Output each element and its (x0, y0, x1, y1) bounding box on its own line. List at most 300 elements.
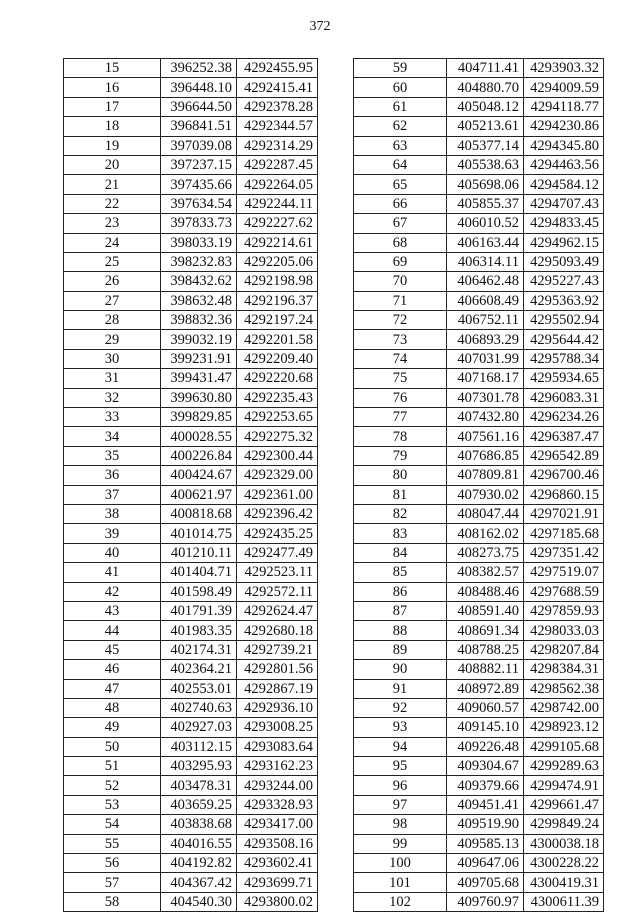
y-coordinate-cell: 4293008.25 (237, 718, 318, 737)
point-number-cell: 49 (64, 718, 161, 737)
x-coordinate-cell: 408788.25 (447, 640, 524, 659)
x-coordinate-cell: 403659.25 (161, 795, 237, 814)
table-row (354, 117, 604, 136)
point-number-cell: 23 (64, 214, 161, 233)
y-coordinate-cell: 4292396.42 (237, 504, 318, 523)
point-number-cell: 16 (64, 78, 161, 97)
coordinates-table-left-body (64, 59, 318, 912)
x-coordinate-cell: 404367.42 (161, 873, 237, 892)
table-row (354, 388, 604, 407)
table-row (64, 621, 318, 640)
point-number-cell: 40 (64, 543, 161, 562)
point-number-cell: 52 (64, 776, 161, 795)
point-number-cell: 85 (354, 563, 447, 582)
table-row (64, 194, 318, 213)
y-coordinate-cell: 4297519.07 (524, 563, 604, 582)
y-coordinate-cell: 4292235.43 (237, 388, 318, 407)
x-coordinate-cell: 408273.75 (447, 543, 524, 562)
y-coordinate-cell: 4298742.00 (524, 698, 604, 717)
table-row (354, 427, 604, 446)
x-coordinate-cell: 403112.15 (161, 737, 237, 756)
point-number-cell: 71 (354, 291, 447, 310)
x-coordinate-cell: 406893.29 (447, 330, 524, 349)
y-coordinate-cell: 4298033.03 (524, 621, 604, 640)
point-number-cell: 27 (64, 291, 161, 310)
x-coordinate-cell: 405538.63 (447, 155, 524, 174)
table-row (354, 757, 604, 776)
table-row (64, 582, 318, 601)
table-row (64, 59, 318, 78)
table-row (354, 660, 604, 679)
y-coordinate-cell: 4297859.93 (524, 601, 604, 620)
table-row (64, 117, 318, 136)
y-coordinate-cell: 4292227.62 (237, 214, 318, 233)
table-row (354, 155, 604, 174)
y-coordinate-cell: 4293903.32 (524, 59, 604, 78)
table-row (354, 873, 604, 892)
table-row (354, 311, 604, 330)
y-coordinate-cell: 4292455.95 (237, 59, 318, 78)
y-coordinate-cell: 4294009.59 (524, 78, 604, 97)
y-coordinate-cell: 4294962.15 (524, 233, 604, 252)
point-number-cell: 35 (64, 446, 161, 465)
y-coordinate-cell: 4292344.57 (237, 117, 318, 136)
point-number-cell: 42 (64, 582, 161, 601)
point-number-cell: 50 (64, 737, 161, 756)
point-number-cell: 86 (354, 582, 447, 601)
x-coordinate-cell: 397237.15 (161, 155, 237, 174)
point-number-cell: 100 (354, 854, 447, 873)
table-row (354, 330, 604, 349)
coordinates-table-right-body (354, 59, 604, 912)
x-coordinate-cell: 397833.73 (161, 214, 237, 233)
y-coordinate-cell: 4298562.38 (524, 679, 604, 698)
table-row (64, 679, 318, 698)
table-row (64, 466, 318, 485)
x-coordinate-cell: 406010.52 (447, 214, 524, 233)
table-row (354, 78, 604, 97)
x-coordinate-cell: 399829.85 (161, 408, 237, 427)
point-number-cell: 90 (354, 660, 447, 679)
y-coordinate-cell: 4292300.44 (237, 446, 318, 465)
table-row (64, 155, 318, 174)
x-coordinate-cell: 409145.10 (447, 718, 524, 737)
point-number-cell: 22 (64, 194, 161, 213)
table-row (354, 252, 604, 271)
y-coordinate-cell: 4294118.77 (524, 97, 604, 116)
table-row (64, 427, 318, 446)
table-row (354, 582, 604, 601)
point-number-cell: 88 (354, 621, 447, 640)
y-coordinate-cell: 4292867.19 (237, 679, 318, 698)
x-coordinate-cell: 397435.66 (161, 175, 237, 194)
point-number-cell: 82 (354, 504, 447, 523)
y-coordinate-cell: 4295644.42 (524, 330, 604, 349)
y-coordinate-cell: 4292220.68 (237, 369, 318, 388)
point-number-cell: 26 (64, 272, 161, 291)
table-row (64, 136, 318, 155)
table-row (354, 892, 604, 911)
x-coordinate-cell: 403478.31 (161, 776, 237, 795)
y-coordinate-cell: 4293508.16 (237, 834, 318, 853)
point-number-cell: 68 (354, 233, 447, 252)
point-number-cell: 29 (64, 330, 161, 349)
y-coordinate-cell: 4295934.65 (524, 369, 604, 388)
table-row (64, 543, 318, 562)
page-number: 372 (309, 19, 331, 34)
table-row (354, 737, 604, 756)
point-number-cell: 19 (64, 136, 161, 155)
y-coordinate-cell: 4299849.24 (524, 815, 604, 834)
y-coordinate-cell: 4292477.49 (237, 543, 318, 562)
x-coordinate-cell: 399431.47 (161, 369, 237, 388)
table-row (64, 795, 318, 814)
x-coordinate-cell: 401014.75 (161, 524, 237, 543)
y-coordinate-cell: 4292329.00 (237, 466, 318, 485)
point-number-cell: 101 (354, 873, 447, 892)
y-coordinate-cell: 4292198.98 (237, 272, 318, 291)
x-coordinate-cell: 400028.55 (161, 427, 237, 446)
y-coordinate-cell: 4295227.43 (524, 272, 604, 291)
y-coordinate-cell: 4299661.47 (524, 795, 604, 814)
y-coordinate-cell: 4297351.42 (524, 543, 604, 562)
y-coordinate-cell: 4293083.64 (237, 737, 318, 756)
table-row (354, 408, 604, 427)
table-row (354, 369, 604, 388)
y-coordinate-cell: 4292197.24 (237, 311, 318, 330)
point-number-cell: 55 (64, 834, 161, 853)
x-coordinate-cell: 401404.71 (161, 563, 237, 582)
table-row (64, 504, 318, 523)
y-coordinate-cell: 4296860.15 (524, 485, 604, 504)
y-coordinate-cell: 4292314.29 (237, 136, 318, 155)
table-row (64, 834, 318, 853)
table-row (64, 388, 318, 407)
point-number-cell: 25 (64, 252, 161, 271)
x-coordinate-cell: 408691.34 (447, 621, 524, 640)
point-number-cell: 57 (64, 873, 161, 892)
x-coordinate-cell: 401598.49 (161, 582, 237, 601)
y-coordinate-cell: 4292572.11 (237, 582, 318, 601)
point-number-cell: 28 (64, 311, 161, 330)
x-coordinate-cell: 405048.12 (447, 97, 524, 116)
point-number-cell: 84 (354, 543, 447, 562)
x-coordinate-cell: 402553.01 (161, 679, 237, 698)
point-number-cell: 70 (354, 272, 447, 291)
y-coordinate-cell: 4295502.94 (524, 311, 604, 330)
y-coordinate-cell: 4292287.45 (237, 155, 318, 174)
x-coordinate-cell: 409760.97 (447, 892, 524, 911)
y-coordinate-cell: 4292275.32 (237, 427, 318, 446)
x-coordinate-cell: 408882.11 (447, 660, 524, 679)
table-row (64, 524, 318, 543)
x-coordinate-cell: 397039.08 (161, 136, 237, 155)
y-coordinate-cell: 4294230.86 (524, 117, 604, 136)
x-coordinate-cell: 402740.63 (161, 698, 237, 717)
x-coordinate-cell: 407561.16 (447, 427, 524, 446)
table-row (64, 369, 318, 388)
table-row (354, 233, 604, 252)
point-number-cell: 36 (64, 466, 161, 485)
table-row (64, 757, 318, 776)
table-row (64, 698, 318, 717)
y-coordinate-cell: 4292209.40 (237, 349, 318, 368)
point-number-cell: 67 (354, 214, 447, 233)
point-number-cell: 17 (64, 97, 161, 116)
point-number-cell: 87 (354, 601, 447, 620)
y-coordinate-cell: 4292739.21 (237, 640, 318, 659)
table-row (64, 737, 318, 756)
y-coordinate-cell: 4295093.49 (524, 252, 604, 271)
y-coordinate-cell: 4292378.28 (237, 97, 318, 116)
point-number-cell: 53 (64, 795, 161, 814)
point-number-cell: 76 (354, 388, 447, 407)
y-coordinate-cell: 4292201.58 (237, 330, 318, 349)
point-number-cell: 30 (64, 349, 161, 368)
y-coordinate-cell: 4299105.68 (524, 737, 604, 756)
table-row (64, 815, 318, 834)
table-row (354, 679, 604, 698)
x-coordinate-cell: 404016.55 (161, 834, 237, 853)
point-number-cell: 97 (354, 795, 447, 814)
table-row (354, 776, 604, 795)
y-coordinate-cell: 4294584.12 (524, 175, 604, 194)
x-coordinate-cell: 402174.31 (161, 640, 237, 659)
table-row (354, 524, 604, 543)
point-number-cell: 95 (354, 757, 447, 776)
x-coordinate-cell: 402364.21 (161, 660, 237, 679)
point-number-cell: 48 (64, 698, 161, 717)
point-number-cell: 32 (64, 388, 161, 407)
table-row (354, 543, 604, 562)
table-row (64, 660, 318, 679)
x-coordinate-cell: 407168.17 (447, 369, 524, 388)
point-number-cell: 98 (354, 815, 447, 834)
x-coordinate-cell: 401791.39 (161, 601, 237, 620)
point-number-cell: 75 (354, 369, 447, 388)
coordinates-table-left (63, 58, 318, 912)
x-coordinate-cell: 400424.67 (161, 466, 237, 485)
x-coordinate-cell: 399231.91 (161, 349, 237, 368)
x-coordinate-cell: 398832.36 (161, 311, 237, 330)
point-number-cell: 20 (64, 155, 161, 174)
x-coordinate-cell: 407031.99 (447, 349, 524, 368)
table-row (354, 349, 604, 368)
x-coordinate-cell: 396252.38 (161, 59, 237, 78)
table-row (64, 446, 318, 465)
table-row (354, 854, 604, 873)
table-row (354, 795, 604, 814)
point-number-cell: 83 (354, 524, 447, 543)
point-number-cell: 99 (354, 834, 447, 853)
x-coordinate-cell: 403295.93 (161, 757, 237, 776)
y-coordinate-cell: 4297021.91 (524, 504, 604, 523)
point-number-cell: 78 (354, 427, 447, 446)
x-coordinate-cell: 398432.62 (161, 272, 237, 291)
y-coordinate-cell: 4292936.10 (237, 698, 318, 717)
y-coordinate-cell: 4292680.18 (237, 621, 318, 640)
y-coordinate-cell: 4294463.56 (524, 155, 604, 174)
x-coordinate-cell: 402927.03 (161, 718, 237, 737)
point-number-cell: 39 (64, 524, 161, 543)
point-number-cell: 21 (64, 175, 161, 194)
point-number-cell: 74 (354, 349, 447, 368)
y-coordinate-cell: 4292214.61 (237, 233, 318, 252)
point-number-cell: 18 (64, 117, 161, 136)
table-row (354, 214, 604, 233)
point-number-cell: 33 (64, 408, 161, 427)
point-number-cell: 41 (64, 563, 161, 582)
table-row (354, 485, 604, 504)
table-row (354, 97, 604, 116)
x-coordinate-cell: 409705.68 (447, 873, 524, 892)
table-row (64, 330, 318, 349)
point-number-cell: 77 (354, 408, 447, 427)
table-row (354, 563, 604, 582)
x-coordinate-cell: 404711.41 (447, 59, 524, 78)
x-coordinate-cell: 404540.30 (161, 892, 237, 911)
y-coordinate-cell: 4292523.11 (237, 563, 318, 582)
y-coordinate-cell: 4294833.45 (524, 214, 604, 233)
y-coordinate-cell: 4297688.59 (524, 582, 604, 601)
point-number-cell: 60 (354, 78, 447, 97)
table-row (64, 97, 318, 116)
x-coordinate-cell: 398033.19 (161, 233, 237, 252)
x-coordinate-cell: 398632.48 (161, 291, 237, 310)
table-row (354, 601, 604, 620)
y-coordinate-cell: 4292244.11 (237, 194, 318, 213)
point-number-cell: 81 (354, 485, 447, 504)
table-row (64, 408, 318, 427)
y-coordinate-cell: 4293244.00 (237, 776, 318, 795)
table-row (64, 563, 318, 582)
y-coordinate-cell: 4298923.12 (524, 718, 604, 737)
x-coordinate-cell: 409519.90 (447, 815, 524, 834)
table-row (354, 59, 604, 78)
x-coordinate-cell: 409647.06 (447, 854, 524, 873)
x-coordinate-cell: 400621.97 (161, 485, 237, 504)
table-row (64, 601, 318, 620)
y-coordinate-cell: 4292435.25 (237, 524, 318, 543)
y-coordinate-cell: 4296700.46 (524, 466, 604, 485)
x-coordinate-cell: 408972.89 (447, 679, 524, 698)
x-coordinate-cell: 409226.48 (447, 737, 524, 756)
x-coordinate-cell: 406462.48 (447, 272, 524, 291)
table-row (64, 349, 318, 368)
x-coordinate-cell: 407686.85 (447, 446, 524, 465)
x-coordinate-cell: 407432.80 (447, 408, 524, 427)
x-coordinate-cell: 406314.11 (447, 252, 524, 271)
x-coordinate-cell: 409379.66 (447, 776, 524, 795)
point-number-cell: 43 (64, 601, 161, 620)
point-number-cell: 92 (354, 698, 447, 717)
y-coordinate-cell: 4300611.39 (524, 892, 604, 911)
table-row (354, 272, 604, 291)
y-coordinate-cell: 4299289.63 (524, 757, 604, 776)
table-row (354, 698, 604, 717)
y-coordinate-cell: 4298207.84 (524, 640, 604, 659)
x-coordinate-cell: 399630.80 (161, 388, 237, 407)
y-coordinate-cell: 4292264.05 (237, 175, 318, 194)
y-coordinate-cell: 4293800.02 (237, 892, 318, 911)
table-row (354, 291, 604, 310)
y-coordinate-cell: 4292415.41 (237, 78, 318, 97)
x-coordinate-cell: 396841.51 (161, 117, 237, 136)
y-coordinate-cell: 4297185.68 (524, 524, 604, 543)
x-coordinate-cell: 400818.68 (161, 504, 237, 523)
y-coordinate-cell: 4295363.92 (524, 291, 604, 310)
x-coordinate-cell: 403838.68 (161, 815, 237, 834)
x-coordinate-cell: 400226.84 (161, 446, 237, 465)
y-coordinate-cell: 4300228.22 (524, 854, 604, 873)
point-number-cell: 54 (64, 815, 161, 834)
table-row (64, 640, 318, 659)
point-number-cell: 44 (64, 621, 161, 640)
point-number-cell: 72 (354, 311, 447, 330)
x-coordinate-cell: 409585.13 (447, 834, 524, 853)
x-coordinate-cell: 397634.54 (161, 194, 237, 213)
table-row (354, 718, 604, 737)
x-coordinate-cell: 401210.11 (161, 543, 237, 562)
y-coordinate-cell: 4293602.41 (237, 854, 318, 873)
x-coordinate-cell: 409451.41 (447, 795, 524, 814)
table-row (64, 854, 318, 873)
x-coordinate-cell: 408488.46 (447, 582, 524, 601)
y-coordinate-cell: 4298384.31 (524, 660, 604, 679)
point-number-cell: 80 (354, 466, 447, 485)
point-number-cell: 34 (64, 427, 161, 446)
y-coordinate-cell: 4300038.18 (524, 834, 604, 853)
point-number-cell: 96 (354, 776, 447, 795)
table-row (64, 892, 318, 911)
point-number-cell: 102 (354, 892, 447, 911)
table-row (64, 175, 318, 194)
point-number-cell: 31 (64, 369, 161, 388)
y-coordinate-cell: 4292361.00 (237, 485, 318, 504)
y-coordinate-cell: 4293699.71 (237, 873, 318, 892)
x-coordinate-cell: 404192.82 (161, 854, 237, 873)
y-coordinate-cell: 4296387.47 (524, 427, 604, 446)
point-number-cell: 69 (354, 252, 447, 271)
table-row (354, 175, 604, 194)
x-coordinate-cell: 408162.02 (447, 524, 524, 543)
point-number-cell: 93 (354, 718, 447, 737)
point-number-cell: 65 (354, 175, 447, 194)
point-number-cell: 15 (64, 59, 161, 78)
table-row (64, 78, 318, 97)
y-coordinate-cell: 4295788.34 (524, 349, 604, 368)
table-row (354, 136, 604, 155)
y-coordinate-cell: 4293162.23 (237, 757, 318, 776)
y-coordinate-cell: 4300419.31 (524, 873, 604, 892)
x-coordinate-cell: 405377.14 (447, 136, 524, 155)
table-row (64, 485, 318, 504)
x-coordinate-cell: 396644.50 (161, 97, 237, 116)
y-coordinate-cell: 4293417.00 (237, 815, 318, 834)
table-row (64, 311, 318, 330)
y-coordinate-cell: 4293328.93 (237, 795, 318, 814)
point-number-cell: 73 (354, 330, 447, 349)
point-number-cell: 38 (64, 504, 161, 523)
x-coordinate-cell: 408047.44 (447, 504, 524, 523)
point-number-cell: 59 (354, 59, 447, 78)
x-coordinate-cell: 406163.44 (447, 233, 524, 252)
x-coordinate-cell: 405698.06 (447, 175, 524, 194)
point-number-cell: 63 (354, 136, 447, 155)
table-row (354, 466, 604, 485)
table-row (354, 834, 604, 853)
point-number-cell: 62 (354, 117, 447, 136)
